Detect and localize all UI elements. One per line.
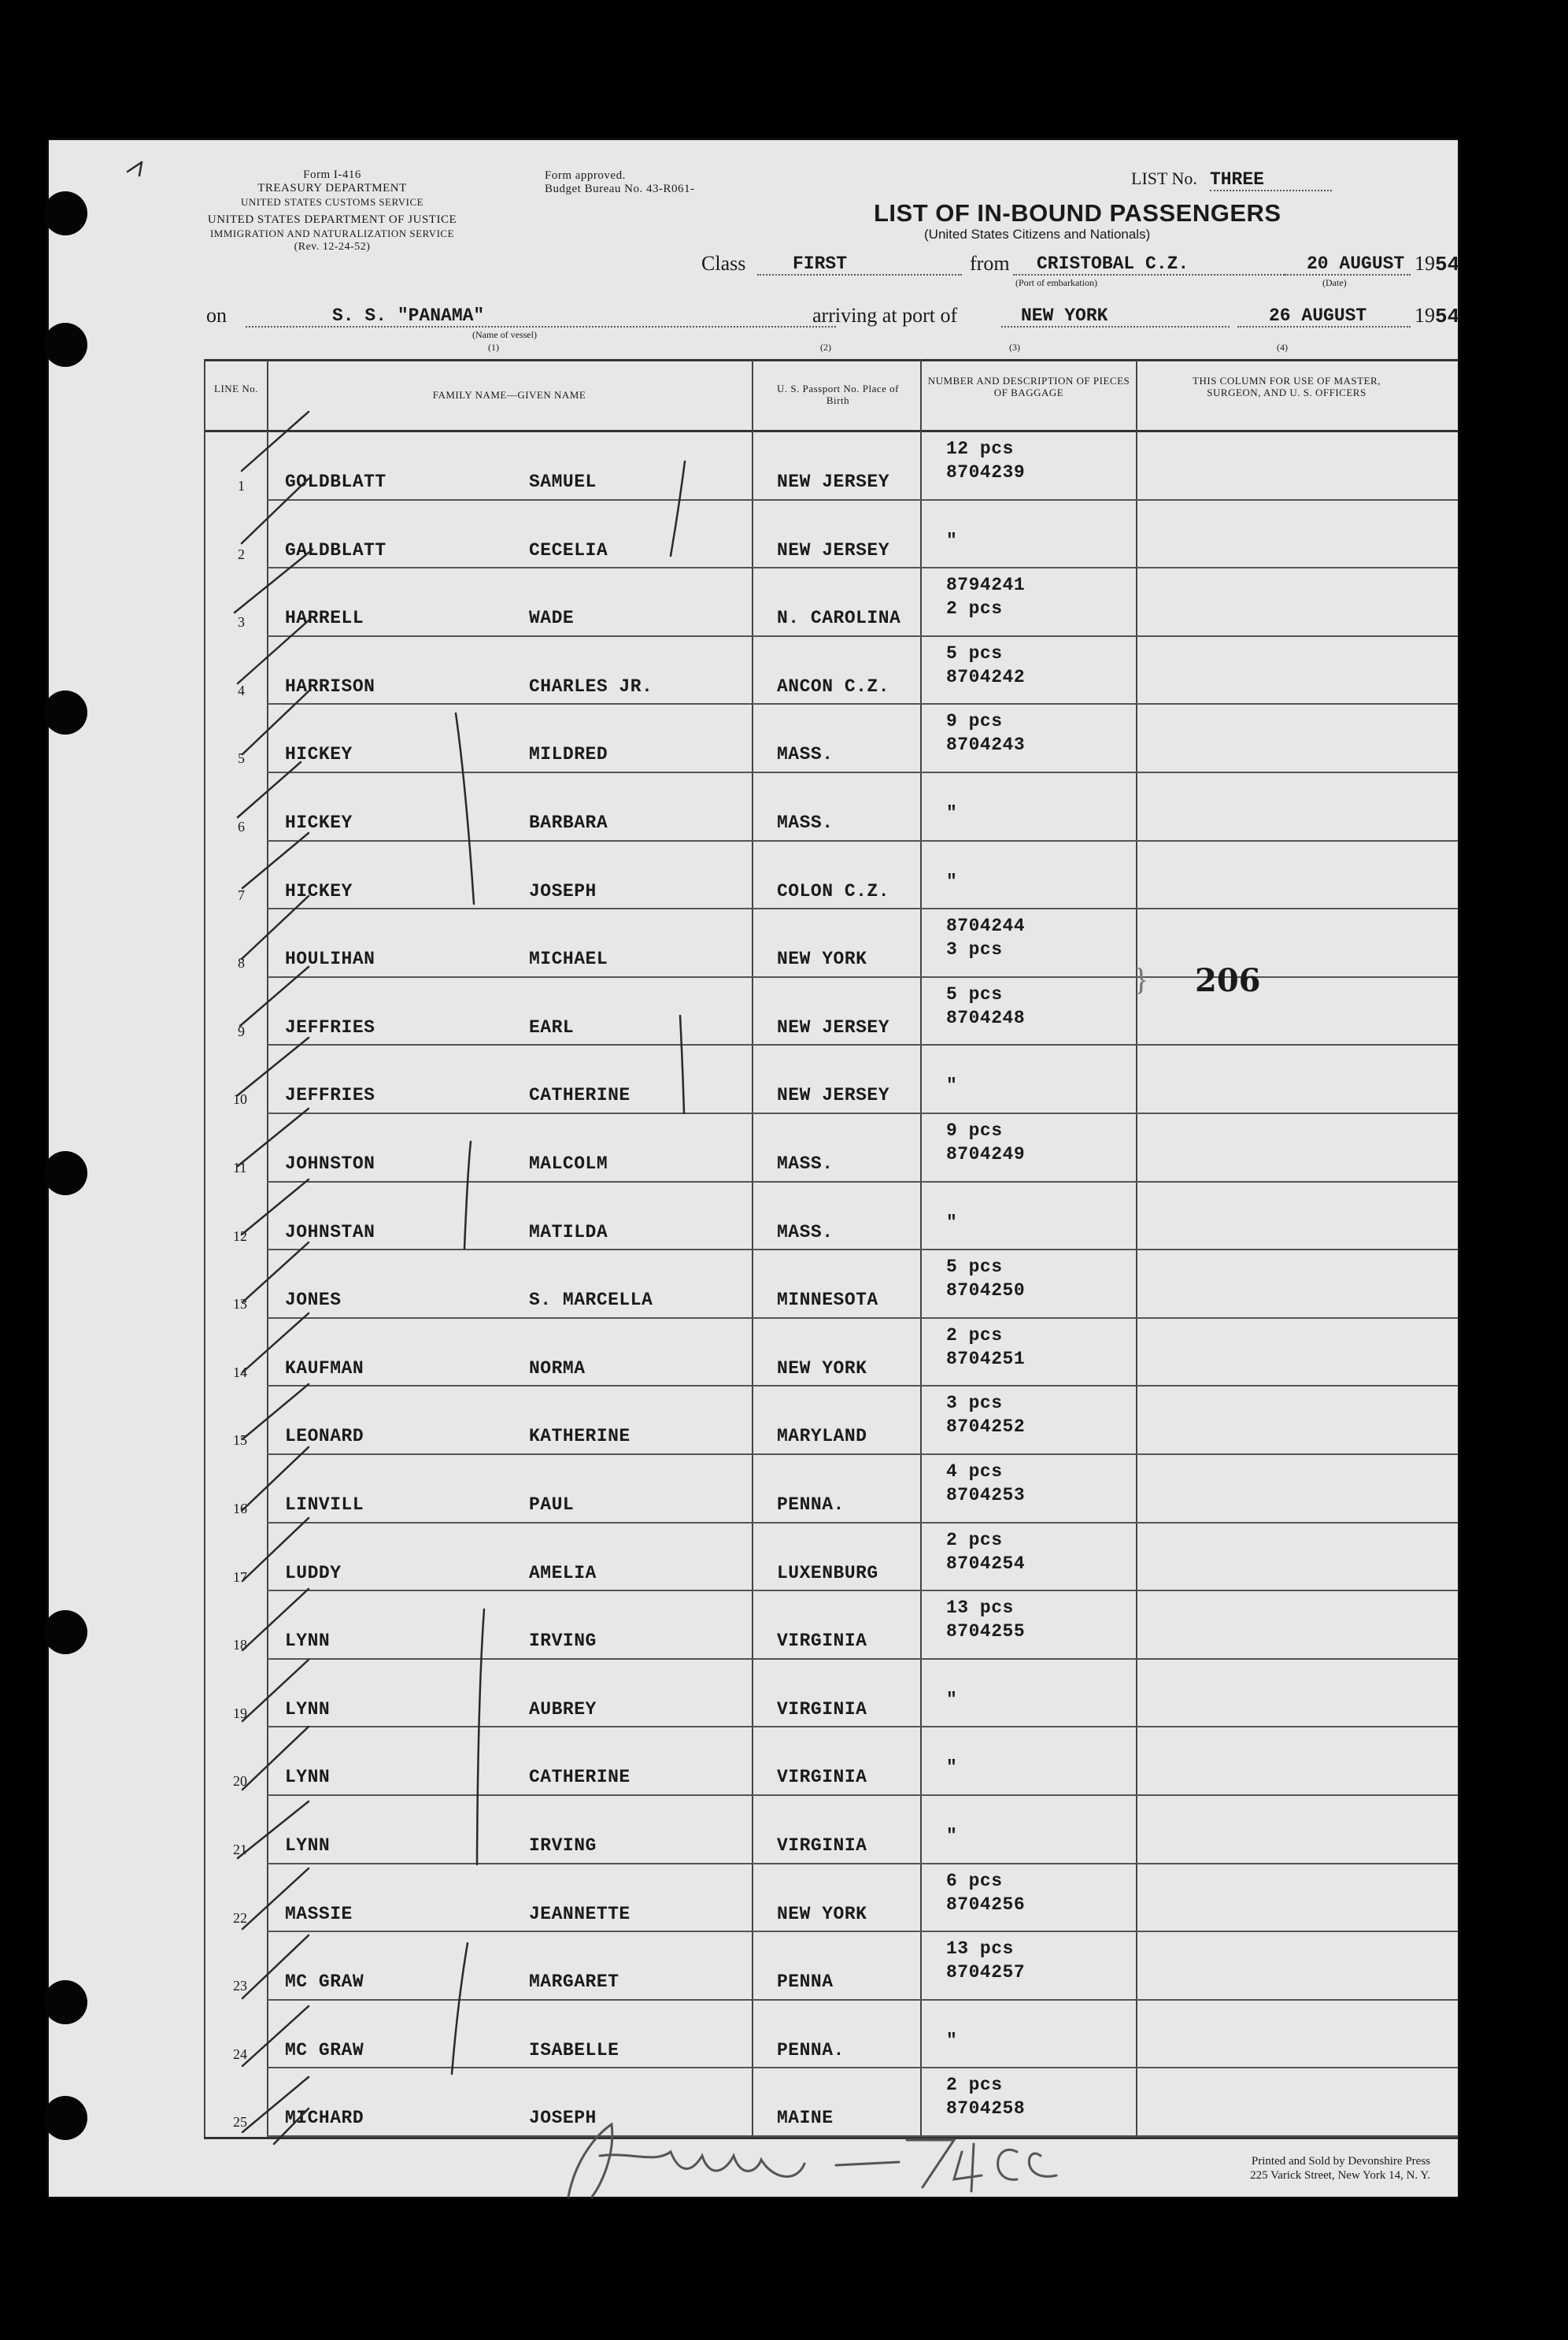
table-bottom-rule (204, 2137, 1458, 2139)
justice-department: UNITED STATES DEPARTMENT OF JUSTICE (207, 213, 457, 226)
place-of-birth: N. CAROLINA (777, 608, 901, 629)
family-name: JOHNSTAN (285, 1221, 375, 1242)
row-rule (267, 1794, 1458, 1796)
class-label: Class (701, 252, 746, 275)
vessel-name: S. S. "PANAMA" (246, 305, 836, 328)
given-name: CECELIA (529, 539, 608, 561)
baggage-line-2: 8704254 (946, 1553, 1026, 1574)
list-no-label: LIST No. (1131, 168, 1197, 188)
place-of-birth: MAINE (777, 2108, 834, 2129)
row-rule (267, 976, 1458, 978)
embarkation-port: CRISTOBAL C.Z. (1013, 254, 1285, 276)
printer-line-2: 225 Varick Street, New York 14, N. Y. (1250, 2169, 1430, 2182)
col-header-passport: U. S. Passport No. Place of Birth (776, 383, 900, 406)
line-number: 7 (238, 887, 245, 903)
form-number: Form I-416 (303, 168, 361, 181)
family-name: LINVILL (285, 1494, 364, 1515)
binder-hole (43, 1980, 87, 2024)
baggage-line-1: 8794241 (946, 575, 1026, 596)
given-name: CHARLES JR. (529, 676, 653, 697)
line-number: 21 (233, 1842, 247, 1857)
place-of-birth: MARYLAND (777, 1426, 867, 1447)
row-rule (267, 1044, 1458, 1046)
row-rule (267, 840, 1458, 842)
family-name: MC GRAW (285, 1972, 364, 1993)
place-of-birth: ANCON C.Z. (777, 676, 890, 697)
baggage-line-2: 8704239 (946, 462, 1026, 483)
place-of-birth: NEW YORK (777, 949, 867, 970)
given-name: KATHERINE (529, 1426, 631, 1447)
col-num-2: (2) (820, 342, 831, 353)
baggage-line-1: 9 pcs (946, 1120, 1003, 1141)
line-number: 20 (233, 1773, 247, 1790)
baggage-line-2: " (946, 1076, 958, 1097)
port-caption: (Port of embarkation) (1015, 277, 1097, 288)
list-no-value: THREE (1210, 169, 1332, 191)
pencil-annotations (49, 140, 1458, 2197)
place-of-birth: VIRGINIA (777, 1631, 867, 1652)
treasury-department: TREASURY DEPARTMENT (257, 182, 407, 194)
family-name: LYNN (285, 1767, 331, 1788)
arrival-year-suffix: 54 (1435, 305, 1460, 328)
given-name: MILDRED (529, 744, 608, 765)
customs-service: UNITED STATES CUSTOMS SERVICE (240, 196, 424, 208)
given-name: JOSEPH (529, 880, 597, 902)
given-name: CATHERINE (529, 1767, 631, 1788)
binder-hole (43, 323, 87, 367)
manifest-page (49, 140, 1458, 2197)
binder-hole (43, 1610, 87, 1654)
given-name: BARBARA (529, 813, 608, 833)
col-header-baggage: NUMBER AND DESCRIPTION OF PIECES OF BAGGAGE (927, 375, 1130, 398)
family-name: LYNN (285, 1631, 331, 1652)
family-name: HICKEY (285, 744, 353, 765)
line-number: 22 (233, 1909, 247, 1926)
place-of-birth: VIRGINIA (777, 1698, 867, 1720)
line-number: 5 (238, 750, 245, 767)
line-number: 11 (233, 1160, 247, 1176)
baggage-line-2: 8704255 (946, 1621, 1026, 1642)
col-num-4: (4) (1277, 342, 1288, 353)
row-rule (267, 772, 1458, 773)
arrival-port: NEW YORK (1001, 305, 1230, 328)
place-of-birth: NEW JERSEY (777, 1085, 890, 1106)
baggage-line-2: 2 pcs (946, 598, 1003, 620)
row-rule (267, 703, 1458, 705)
bracket-mark: } (1133, 961, 1149, 997)
budget-bureau: Budget Bureau No. 43-R061- (545, 183, 695, 195)
given-name: PAUL (529, 1494, 575, 1515)
row-rule (267, 1658, 1458, 1660)
baggage-line-2: " (946, 1212, 958, 1233)
place-of-birth: NEW YORK (777, 1903, 867, 1924)
baggage-line-1: 13 pcs (946, 1938, 1014, 1960)
binder-hole (43, 691, 87, 735)
baggage-line-1: 12 pcs (946, 439, 1014, 459)
place-of-birth: PENNA. (777, 2039, 845, 2060)
line-number: 19 (233, 1705, 247, 1721)
arriving-label: arriving at port of (812, 304, 958, 327)
row-rule (267, 635, 1458, 637)
place-of-birth: NEW JERSEY (777, 539, 890, 561)
given-name: IRVING (529, 1631, 597, 1652)
baggage-line-2: 8704243 (946, 735, 1026, 756)
class-value: FIRST (757, 254, 962, 276)
given-name: MICHAEL (529, 949, 608, 970)
row-rule (267, 908, 1458, 909)
baggage-line-2: 8704258 (946, 2098, 1026, 2120)
col-header-officers: THIS COLUMN FOR USE OF MASTER, SURGEON, AND U. S. OFFICERS (1193, 375, 1381, 398)
line-number: 2 (238, 546, 245, 562)
baggage-line-1: 9 pcs (946, 711, 1003, 732)
baggage-line-2: 8704253 (946, 1485, 1026, 1505)
family-name: HOULIHAN (285, 949, 375, 970)
family-name: MICHARD (285, 2108, 364, 2129)
row-rule (267, 1385, 1458, 1387)
col-num-3: (3) (1009, 342, 1020, 353)
row-rule (267, 1453, 1458, 1455)
baggage-line-1: 3 pcs (946, 1393, 1003, 1414)
row-rule (267, 1522, 1458, 1524)
given-name: MARGARET (529, 1972, 619, 1993)
place-of-birth: MINNESOTA (777, 1290, 878, 1311)
line-number: 6 (238, 819, 245, 835)
binder-hole (43, 2096, 87, 2140)
baggage-line-1: 2 pcs (946, 1324, 1003, 1346)
arrival-year-prefix: 19 (1415, 304, 1435, 327)
row-rule (267, 1931, 1458, 1932)
given-name: AMELIA (529, 1562, 597, 1583)
row-rule (267, 567, 1458, 568)
family-name: HICKEY (285, 880, 353, 902)
place-of-birth: NEW JERSEY (777, 1016, 890, 1038)
family-name: GOLDBLATT (285, 472, 386, 492)
family-name: LYNN (285, 1835, 331, 1856)
line-number: 12 (233, 1227, 247, 1244)
baggage-line-1: 6 pcs (946, 1870, 1003, 1891)
given-name: SAMUEL (529, 472, 597, 492)
page-title: LIST OF IN-BOUND PASSENGERS (874, 199, 1281, 227)
given-name: MATILDA (529, 1221, 608, 1242)
baggage-line-1: 4 pcs (946, 1461, 1003, 1482)
given-name: MALCOLM (529, 1153, 608, 1174)
baggage-line-1: 8704244 (946, 916, 1026, 937)
baggage-line-2: " (946, 1689, 958, 1710)
baggage-line-1: 5 pcs (946, 642, 1003, 664)
immigration-service: IMMIGRATION AND NATURALIZATION SERVICE (209, 228, 455, 239)
arrival-year (1415, 304, 1459, 328)
line-number: 9 (238, 1023, 245, 1039)
baggage-line-2: " (946, 871, 958, 892)
list-number (1131, 168, 1332, 191)
line-number: 3 (238, 614, 245, 631)
row-rule (267, 2067, 1458, 2068)
baggage-line-2: " (946, 1826, 958, 1846)
line-number: 10 (233, 1091, 247, 1108)
baggage-line-2: " (946, 803, 958, 824)
year-suffix: 54 (1435, 253, 1460, 276)
row-rule (267, 1726, 1458, 1727)
baggage-line-2: 8704249 (946, 1144, 1026, 1164)
place-of-birth: PENNA (777, 1972, 834, 1993)
given-name: WADE (529, 608, 575, 629)
place-of-birth: NEW YORK (777, 1357, 867, 1379)
family-name: JONES (285, 1290, 342, 1311)
row-rule (267, 1113, 1458, 1114)
binder-hole (43, 1151, 87, 1195)
given-name: S. MARCELLA (529, 1290, 653, 1311)
place-of-birth: COLON C.Z. (777, 880, 890, 902)
date-caption: (Date) (1322, 277, 1347, 288)
place-of-birth: MASS. (777, 813, 834, 833)
baggage-line-2: 8704252 (946, 1416, 1026, 1438)
from-label: from (970, 252, 1010, 275)
baggage-line-2: 8704242 (946, 666, 1026, 687)
year-prefix: 19 (1415, 252, 1435, 275)
place-of-birth: MASS. (777, 1153, 834, 1174)
family-name: LUDDY (285, 1562, 342, 1583)
place-of-birth: PENNA. (777, 1494, 845, 1515)
family-name: HARRISON (285, 676, 375, 697)
line-number: 13 (233, 1296, 247, 1313)
baggage-line-1: 2 pcs (946, 1529, 1003, 1550)
header-bottom-rule (204, 430, 1458, 432)
officer-count-number: 206 (1195, 962, 1261, 999)
place-of-birth: VIRGINIA (777, 1767, 867, 1788)
line-number: 17 (233, 1568, 247, 1585)
baggage-line-2: 8704251 (946, 1348, 1026, 1369)
line-number: 1 (238, 478, 245, 494)
given-name: CATHERINE (529, 1085, 631, 1106)
baggage-line-1: 13 pcs (946, 1598, 1014, 1619)
on-label: on (206, 304, 227, 327)
family-name: LEONARD (285, 1426, 364, 1447)
line-number: 16 (233, 1501, 247, 1516)
baggage-line-2: 3 pcs (946, 939, 1003, 961)
col-num-1: (1) (488, 342, 499, 353)
form-approval (545, 169, 694, 196)
place-of-birth: LUXENBURG (777, 1562, 878, 1583)
vessel-caption: (Name of vessel) (472, 329, 537, 340)
form-revision: (Rev. 12-24-52) (294, 241, 371, 253)
table-top-rule (204, 359, 1458, 361)
place-of-birth: MASS. (777, 744, 834, 765)
baggage-line-2: 8704256 (946, 1894, 1026, 1915)
row-rule (267, 1999, 1458, 2001)
row-rule (267, 2135, 1458, 2137)
family-name: JEFFRIES (285, 1016, 375, 1038)
baggage-line-1: 5 pcs (946, 1257, 1003, 1278)
given-name: IRVING (529, 1835, 597, 1856)
baggage-line-2: " (946, 530, 958, 551)
baggage-line-2: 8704248 (946, 1007, 1026, 1028)
given-name: JEANNETTE (529, 1903, 631, 1924)
embarkation-date: 20 AUGUST (1285, 254, 1411, 276)
page-subtitle: (United States Citizens and Nationals) (924, 227, 1151, 242)
col-header-line-no: LINE No. (214, 383, 258, 394)
printer-line-1: Printed and Sold by Devonshire Press (1251, 2155, 1430, 2168)
baggage-line-2: " (946, 2030, 958, 2051)
row-rule (267, 1863, 1458, 1864)
line-number: 8 (238, 955, 245, 972)
family-name: JOHNSTON (285, 1153, 375, 1174)
printer-imprint (1170, 2154, 1430, 2183)
family-name: JEFFRIES (285, 1085, 375, 1106)
family-name: KAUFMAN (285, 1357, 364, 1379)
line-number: 14 (233, 1364, 247, 1380)
row-rule (267, 1181, 1458, 1183)
form-header-left (187, 168, 478, 254)
row-rule (267, 499, 1458, 501)
baggage-line-1: 5 pcs (946, 983, 1003, 1005)
line-number: 15 (233, 1432, 247, 1449)
baggage-line-1: 2 pcs (946, 2075, 1003, 2096)
embarkation-year (1415, 252, 1459, 276)
family-name: HARRELL (285, 608, 364, 629)
row-rule (267, 1590, 1458, 1591)
row-rule (267, 1317, 1458, 1319)
family-name: MC GRAW (285, 2039, 364, 2060)
family-name: LYNN (285, 1698, 331, 1720)
binder-hole (43, 191, 87, 235)
given-name: EARL (529, 1016, 575, 1038)
table-left-rule (204, 359, 205, 2138)
place-of-birth: MASS. (777, 1221, 834, 1242)
arrival-date: 26 AUGUST (1237, 305, 1411, 328)
baggage-line-2: 8704257 (946, 1962, 1026, 1983)
col-header-name: FAMILY NAME—GIVEN NAME (432, 389, 586, 401)
row-rule (267, 1249, 1458, 1250)
line-number: 23 (233, 1978, 247, 1994)
line-number: 18 (233, 1637, 247, 1653)
given-name: NORMA (529, 1357, 586, 1379)
baggage-line-2: 8704250 (946, 1280, 1026, 1301)
given-name: AUBREY (529, 1698, 597, 1720)
given-name: ISABELLE (529, 2039, 619, 2060)
family-name: MASSIE (285, 1903, 353, 1924)
place-of-birth: VIRGINIA (777, 1835, 867, 1856)
place-of-birth: NEW JERSEY (777, 472, 890, 492)
baggage-line-2: " (946, 1757, 958, 1779)
line-number: 24 (233, 2046, 247, 2062)
family-name: HICKEY (285, 813, 353, 833)
line-number: 4 (238, 682, 245, 698)
line-number: 25 (233, 2114, 247, 2131)
given-name: JOSEPH (529, 2108, 597, 2129)
family-name: GALDBLATT (285, 539, 386, 561)
form-approved: Form approved. (545, 169, 626, 182)
